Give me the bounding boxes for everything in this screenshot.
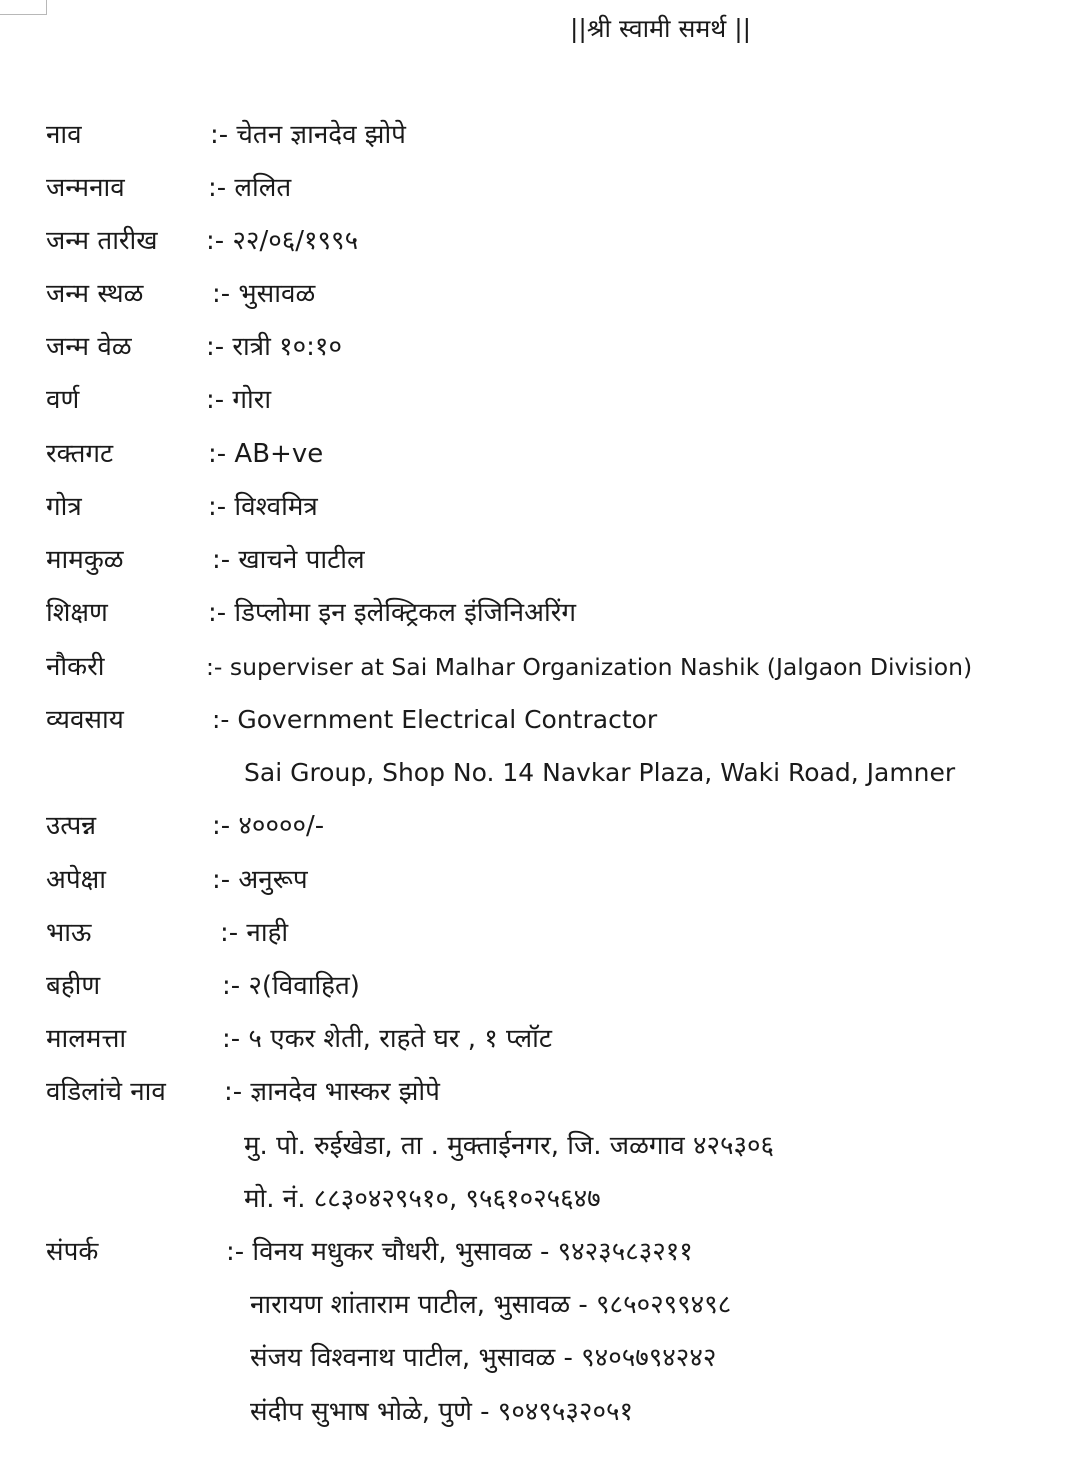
field-value: :- ज्ञानदेव भास्कर झोपे [224,1077,440,1107]
field-value: :- विश्वमित्र [208,492,318,522]
field-row-contact [0,1232,1080,1272]
field-value: :- superviser at Sai Malhar Organization Nashik (Jalgaon Division) [206,653,973,681]
field-label: उत्पन्न [46,811,97,841]
field-row-birth-place [0,274,1080,314]
field-row-job [0,647,1080,687]
field-label: नौकरी [46,652,105,682]
business-address-line: Sai Group, Shop No. 14 Navkar Plaza, Waki Road, Jamner [244,758,956,787]
field-label: वडिलांचे नाव [46,1077,166,1107]
contact-line: संजय विश्वनाथ पाटील, भुसावळ - ९४०५७९४२४२ [250,1343,717,1373]
father-mobile-line: मो. नं. ८८३०४२९५१०, ९५६१०२५६४७ [244,1184,601,1214]
page-header: ||श्री स्वामी समर्थ || [570,14,752,43]
contact-line: संदीप सुभाष भोळे, पुणे - ९०४९५३२०५१ [250,1397,634,1427]
field-value: :- AB+ve [208,439,324,469]
field-label: भाऊ [46,918,92,948]
field-value: :- Government Electrical Contractor [212,705,658,734]
contact-line: नारायण शांताराम पाटील, भुसावळ - ९८५०२९९४९८ [250,1290,732,1320]
field-value: :- ललित [208,173,292,203]
field-label: जन्मनाव [46,173,125,203]
field-row-birth-time [0,327,1080,367]
field-row-income [0,806,1080,846]
field-row-education [0,593,1080,633]
field-label: बहीण [46,971,101,1001]
field-label: मामकुळ [46,545,124,575]
field-value: :- चेतन ज्ञानदेव झोपे [210,120,406,150]
field-row-complexion [0,380,1080,420]
father-address-line: मु. पो. रुईखेडा, ता . मुक्ताईनगर, जि. जळगाव ४२५३०६ [244,1131,775,1161]
field-label: जन्म तारीख [46,226,158,256]
field-row-maternal-clan [0,540,1080,580]
field-row-birth-name [0,168,1080,208]
field-label: मालमत्ता [46,1024,127,1054]
field-row-sister [0,966,1080,1006]
field-row-property [0,1019,1080,1059]
field-value: :- ५ एकर शेती, राहते घर , १ प्लॉट [222,1024,552,1054]
field-label: संपर्क [46,1237,99,1267]
field-label: गोत्र [46,492,82,522]
field-value: :- डिप्लोमा इन इलेक्ट्रिकल इंजिनिअरिंग [208,598,576,628]
field-label: वर्ण [46,385,80,415]
field-value: :- अनुरूप [212,865,308,895]
page-corner-mark [0,0,47,15]
field-row-father-name [0,1072,1080,1112]
field-label: रक्तगट [46,439,114,469]
field-value: :- २(विवाहित) [222,971,360,1001]
field-label: जन्म वेळ [46,332,132,362]
field-row-brother [0,913,1080,953]
field-label: अपेक्षा [46,865,107,895]
field-row-blood-group [0,434,1080,474]
field-label: जन्म स्थळ [46,279,144,309]
field-row-gotra [0,487,1080,527]
field-label: नाव [46,120,82,150]
field-value: :- ४००००/- [212,811,325,841]
field-value: :- गोरा [206,385,272,415]
field-value: :- नाही [220,918,289,948]
field-row-name [0,115,1080,155]
field-label: शिक्षण [46,598,108,628]
field-row-expectation [0,860,1080,900]
field-value: :- खाचने पाटील [212,545,365,575]
field-row-birth-date [0,221,1080,261]
field-value: :- भुसावळ [212,279,316,309]
field-row-business [0,700,1080,740]
field-value: :- रात्री १०:१० [206,332,342,362]
field-label: व्यवसाय [46,705,124,735]
field-value: :- २२/०६/१९९५ [206,226,359,256]
field-value: :- विनय मधुकर चौधरी, भुसावळ - ९४२३५८३२११ [226,1237,693,1267]
